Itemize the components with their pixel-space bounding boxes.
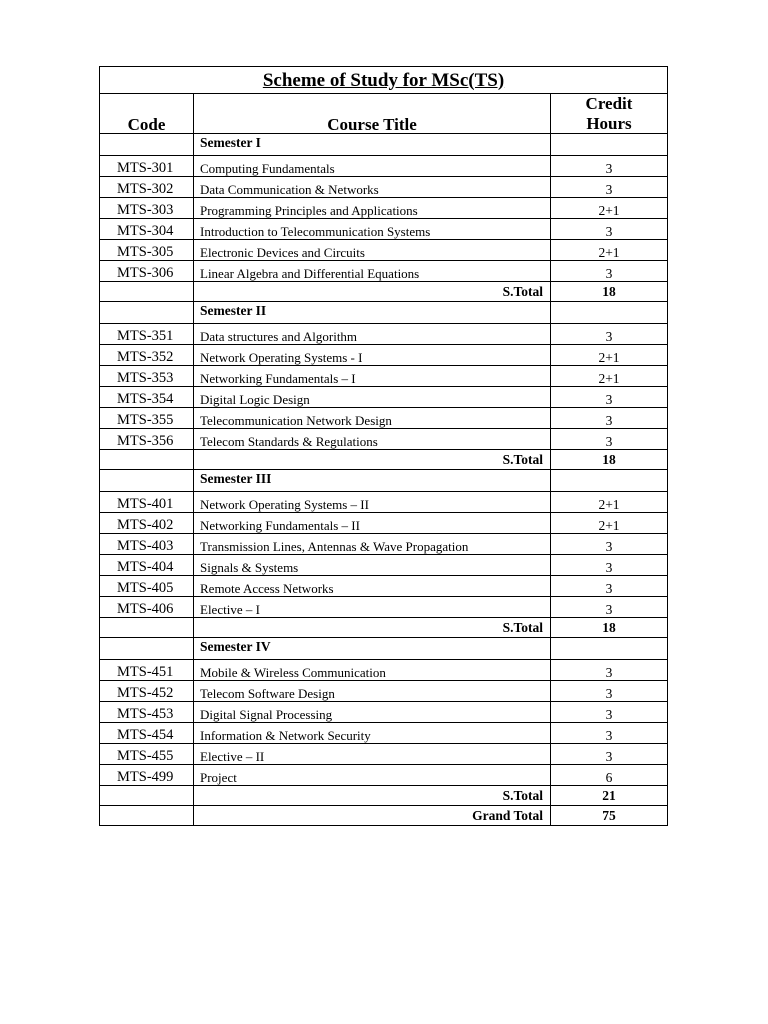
course-code: MTS-452 <box>100 681 194 702</box>
course-row <box>100 387 668 408</box>
course-credit-hours: 3 <box>551 660 668 681</box>
course-credit-hours: 3 <box>551 219 668 240</box>
subtotal-row <box>100 450 668 470</box>
course-code: MTS-451 <box>100 660 194 681</box>
course-credit-hours: 3 <box>551 723 668 744</box>
course-code: MTS-351 <box>100 324 194 345</box>
course-credit-hours: 2+1 <box>551 345 668 366</box>
course-code: MTS-455 <box>100 744 194 765</box>
scheme-of-study-table <box>99 66 668 826</box>
course-credit-hours: 2+1 <box>551 198 668 219</box>
course-code: MTS-355 <box>100 408 194 429</box>
document-title: Scheme of Study for MSc(TS) <box>100 67 668 94</box>
subtotal-code-empty <box>100 618 194 638</box>
course-row <box>100 492 668 513</box>
course-code: MTS-401 <box>100 492 194 513</box>
semester-code-empty <box>100 470 194 492</box>
course-title: Project <box>194 765 551 786</box>
header-course-title: Course Title <box>194 94 551 134</box>
course-code: MTS-402 <box>100 513 194 534</box>
semester-label: Semester IV <box>194 638 551 660</box>
course-row <box>100 555 668 576</box>
course-row <box>100 429 668 450</box>
course-code: MTS-405 <box>100 576 194 597</box>
course-title: Network Operating Systems – II <box>194 492 551 513</box>
semester-header-row <box>100 470 668 492</box>
course-row <box>100 408 668 429</box>
course-credit-hours: 3 <box>551 408 668 429</box>
course-title: Digital Signal Processing <box>194 702 551 723</box>
course-row <box>100 156 668 177</box>
course-title: Network Operating Systems - I <box>194 345 551 366</box>
course-title: Computing Fundamentals <box>194 156 551 177</box>
semester-credit-empty <box>551 134 668 156</box>
course-title: Telecommunication Network Design <box>194 408 551 429</box>
course-row <box>100 345 668 366</box>
course-code: MTS-354 <box>100 387 194 408</box>
course-code: MTS-499 <box>100 765 194 786</box>
subtotal-row <box>100 282 668 302</box>
course-code: MTS-406 <box>100 597 194 618</box>
course-row <box>100 534 668 555</box>
course-credit-hours: 3 <box>551 429 668 450</box>
course-title: Transmission Lines, Antennas & Wave Propagation <box>194 534 551 555</box>
semester-label: Semester II <box>194 302 551 324</box>
course-row <box>100 198 668 219</box>
semester-header-row <box>100 302 668 324</box>
semester-header-row <box>100 134 668 156</box>
semester-label: Semester III <box>194 470 551 492</box>
subtotal-code-empty <box>100 282 194 302</box>
course-title: Data Communication & Networks <box>194 177 551 198</box>
semester-code-empty <box>100 134 194 156</box>
course-title: Signals & Systems <box>194 555 551 576</box>
course-row <box>100 702 668 723</box>
semester-header-row <box>100 638 668 660</box>
course-title: Linear Algebra and Differential Equations <box>194 261 551 282</box>
course-credit-hours: 3 <box>551 597 668 618</box>
course-code: MTS-454 <box>100 723 194 744</box>
course-code: MTS-353 <box>100 366 194 387</box>
course-title: Electronic Devices and Circuits <box>194 240 551 261</box>
course-code: MTS-301 <box>100 156 194 177</box>
course-title: Information & Network Security <box>194 723 551 744</box>
course-credit-hours: 2+1 <box>551 240 668 261</box>
course-credit-hours: 3 <box>551 387 668 408</box>
course-credit-hours: 6 <box>551 765 668 786</box>
course-credit-hours: 3 <box>551 681 668 702</box>
course-row <box>100 366 668 387</box>
subtotal-label: S.Total <box>194 618 551 638</box>
subtotal-code-empty <box>100 450 194 470</box>
course-title: Remote Access Networks <box>194 576 551 597</box>
grand-total-label: Grand Total <box>194 806 551 826</box>
header-row <box>100 94 668 134</box>
course-row <box>100 261 668 282</box>
course-credit-hours: 2+1 <box>551 513 668 534</box>
semester-code-empty <box>100 302 194 324</box>
course-title: Programming Principles and Applications <box>194 198 551 219</box>
course-code: MTS-306 <box>100 261 194 282</box>
subtotal-value: 18 <box>551 618 668 638</box>
title-row <box>100 67 668 94</box>
semester-credit-empty <box>551 302 668 324</box>
course-row <box>100 576 668 597</box>
semester-code-empty <box>100 638 194 660</box>
course-title: Telecom Software Design <box>194 681 551 702</box>
course-row <box>100 324 668 345</box>
course-code: MTS-303 <box>100 198 194 219</box>
course-code: MTS-404 <box>100 555 194 576</box>
course-title: Digital Logic Design <box>194 387 551 408</box>
course-code: MTS-302 <box>100 177 194 198</box>
header-credit-line2: Hours <box>586 113 632 133</box>
semester-credit-empty <box>551 470 668 492</box>
course-credit-hours: 3 <box>551 702 668 723</box>
course-row <box>100 177 668 198</box>
course-title: Introduction to Telecommunication Systems <box>194 219 551 240</box>
header-credit-line1: Credit <box>585 94 633 113</box>
course-code: MTS-305 <box>100 240 194 261</box>
course-title: Elective – I <box>194 597 551 618</box>
subtotal-code-empty <box>100 786 194 806</box>
grand-total-row <box>100 806 668 826</box>
course-code: MTS-304 <box>100 219 194 240</box>
scheme-table-body <box>100 67 668 826</box>
course-credit-hours: 2+1 <box>551 492 668 513</box>
course-title: Telecom Standards & Regulations <box>194 429 551 450</box>
course-title: Data structures and Algorithm <box>194 324 551 345</box>
course-row <box>100 723 668 744</box>
semester-label: Semester I <box>194 134 551 156</box>
subtotal-value: 18 <box>551 282 668 302</box>
header-credit-hours <box>551 94 668 134</box>
course-row <box>100 660 668 681</box>
subtotal-value: 18 <box>551 450 668 470</box>
course-title: Networking Fundamentals – II <box>194 513 551 534</box>
grand-total-code-empty <box>100 806 194 826</box>
course-credit-hours: 3 <box>551 156 668 177</box>
course-code: MTS-453 <box>100 702 194 723</box>
course-row <box>100 681 668 702</box>
course-credit-hours: 3 <box>551 744 668 765</box>
semester-credit-empty <box>551 638 668 660</box>
course-row <box>100 513 668 534</box>
course-title: Elective – II <box>194 744 551 765</box>
course-title: Mobile & Wireless Communication <box>194 660 551 681</box>
course-credit-hours: 2+1 <box>551 366 668 387</box>
course-row <box>100 765 668 786</box>
course-row <box>100 219 668 240</box>
course-credit-hours: 3 <box>551 324 668 345</box>
header-code: Code <box>100 94 194 134</box>
subtotal-row <box>100 618 668 638</box>
course-credit-hours: 3 <box>551 261 668 282</box>
course-credit-hours: 3 <box>551 534 668 555</box>
subtotal-row <box>100 786 668 806</box>
course-code: MTS-403 <box>100 534 194 555</box>
subtotal-label: S.Total <box>194 786 551 806</box>
course-credit-hours: 3 <box>551 576 668 597</box>
course-code: MTS-352 <box>100 345 194 366</box>
subtotal-label: S.Total <box>194 282 551 302</box>
subtotal-value: 21 <box>551 786 668 806</box>
course-row <box>100 240 668 261</box>
grand-total-value: 75 <box>551 806 668 826</box>
course-row <box>100 597 668 618</box>
subtotal-label: S.Total <box>194 450 551 470</box>
course-credit-hours: 3 <box>551 555 668 576</box>
course-row <box>100 744 668 765</box>
course-title: Networking Fundamentals – I <box>194 366 551 387</box>
course-credit-hours: 3 <box>551 177 668 198</box>
course-code: MTS-356 <box>100 429 194 450</box>
